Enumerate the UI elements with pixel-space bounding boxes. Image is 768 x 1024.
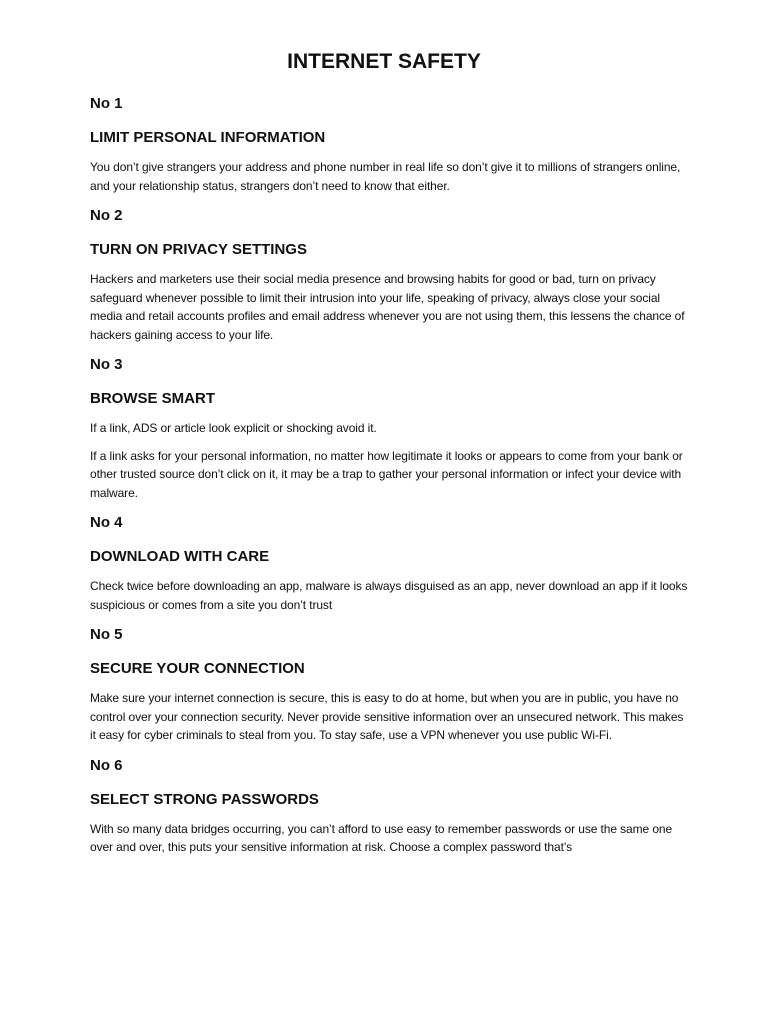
section-paragraph: Make sure your internet connection is secure, this is easy to do at home, but when you are in public, you have no control over your connection security. Never provide sensitive information over an unsecured network. This makes it easy for cyber criminals to steal from you. To stay safe, use a VPN whenever you use public Wi-Fi. xyxy=(90,691,684,742)
section-number: No 6 xyxy=(90,756,123,774)
section-paragraph: With so many data bridges occurring, you can’t afford to use easy to remember passwords or use the same one over and over, this puts your sensitive information at risk. Choose a complex password that’s xyxy=(90,821,673,854)
section-heading: TURN ON PRIVACY SETTINGS xyxy=(90,241,307,258)
section-heading: LIMIT PERSONAL INFORMATION xyxy=(90,129,326,146)
section-heading: SECURE YOUR CONNECTION xyxy=(90,660,305,677)
section-heading: BROWSE SMART xyxy=(90,390,215,407)
section-heading: SELECT STRONG PASSWORDS xyxy=(90,790,319,808)
section-3 xyxy=(90,354,690,502)
section-paragraph: If a link asks for your personal information, no matter how legitimate it looks or appears to come from your bank or other trusted source don’t click on it, it may be a trap to gather your personal information or infect your device with malware. xyxy=(90,448,683,500)
section-paragraph: Hackers and marketers use their social media presence and browsing habits for good or bad, turn on privacy safeguard whenever possible to limit their intrusion into your life, speaking of privacy, always close your social media and retail accounts profiles and email address whenever you are not using them, this lessens the chance of hackers gaining access to your life. xyxy=(90,272,685,342)
section-heading: DOWNLOAD WITH CARE xyxy=(90,548,270,565)
section-paragraph: Check twice before downloading an app, malware is always disguised as an app, never download an app if it looks suspicious or comes from a site you don’t trust xyxy=(90,579,688,612)
section-paragraph: You don’t give strangers your address and phone number in real life so don’t give it to millions of strangers online, and your relationship status, strangers don’t need to know that either. xyxy=(90,160,681,193)
section-number: No 1 xyxy=(90,95,123,112)
section-6 xyxy=(90,755,690,857)
section-1 xyxy=(90,93,690,195)
document-body xyxy=(90,93,690,867)
section-4 xyxy=(90,512,690,614)
section-number: No 3 xyxy=(90,356,123,373)
document-title: INTERNET SAFETY xyxy=(287,50,481,73)
section-number: No 5 xyxy=(90,626,123,643)
section-paragraph: If a link, ADS or article look explicit or shocking avoid it. xyxy=(90,421,377,435)
section-2 xyxy=(90,205,690,344)
section-number: No 4 xyxy=(90,514,123,531)
section-number: No 2 xyxy=(90,207,123,224)
section-5 xyxy=(90,624,690,745)
